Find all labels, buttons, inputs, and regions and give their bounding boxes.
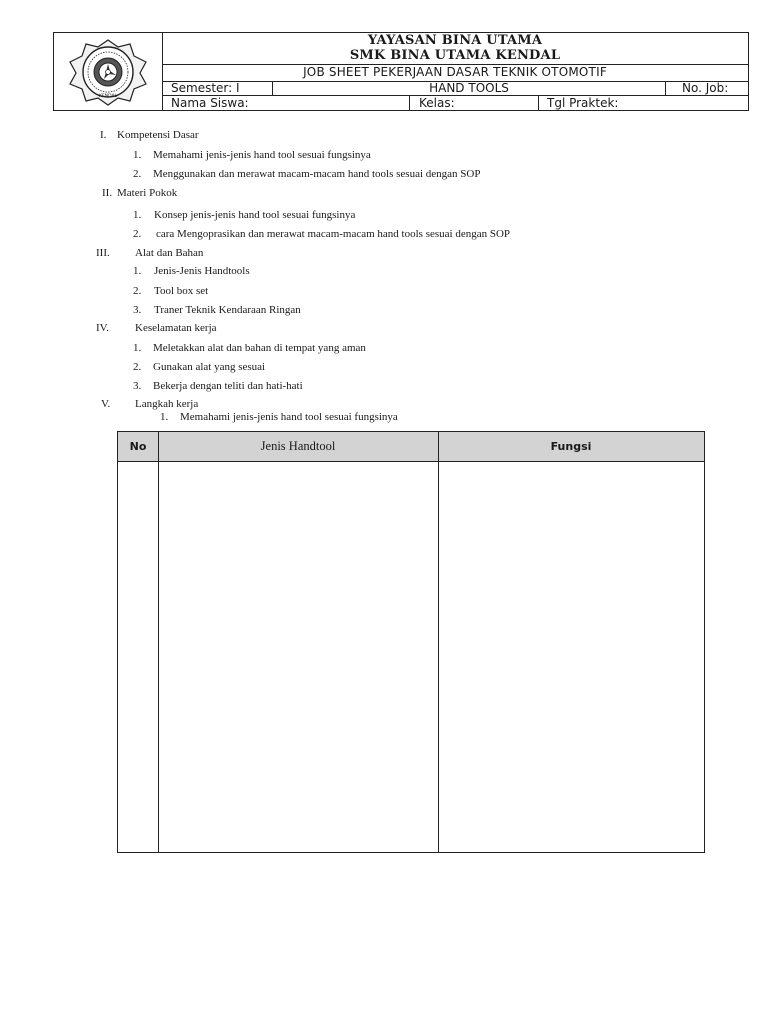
section-number: I. (100, 129, 107, 141)
list-item: Memahami jenis-jenis hand tool sesuai fungsinya (153, 149, 371, 161)
section-title: Materi Pokok (117, 187, 178, 199)
list-item-number: 1. (133, 342, 142, 354)
section-title: Langkah kerja (135, 398, 199, 410)
section-title: Keselamatan kerja (135, 322, 217, 334)
column-divider (438, 432, 439, 852)
section-number: III. (96, 247, 110, 259)
org-title: YAYASAN BINA UTAMA (367, 33, 543, 48)
table-header-no: No (118, 432, 158, 462)
list-item: Traner Teknik Kendaraan Ringan (154, 304, 301, 316)
list-item-number: 2. (133, 228, 142, 240)
list-item-number: 1. (133, 209, 142, 221)
class-cell: Kelas: (409, 96, 538, 111)
list-item-number: 3. (133, 304, 142, 316)
list-item-number: 2. (133, 361, 142, 373)
list-item-number: 1. (133, 265, 142, 277)
sheet-title: JOB SHEET PEKERJAAN DASAR TEKNIK OTOMOTIF (162, 65, 748, 82)
topic-cell: HAND TOOLS (272, 81, 665, 96)
list-item: Jenis-Jenis Handtools (154, 265, 250, 277)
list-item: cara Mengoprasikan dan merawat macam-macam hand tools sesuai dengan SOP (156, 228, 511, 240)
svg-text:KENDAL: KENDAL (98, 94, 118, 99)
list-item: Tool box set (154, 285, 209, 297)
school-logo-icon (67, 38, 149, 106)
list-item: Memahami jenis-jenis hand tool sesuai fungsinya (180, 411, 398, 423)
list-item: Konsep jenis-jenis hand tool sesuai fungsinya (154, 209, 356, 221)
handtool-table (117, 431, 705, 853)
list-item-number: 1. (133, 149, 142, 161)
section-title: Alat dan Bahan (135, 247, 204, 259)
list-item-number: 3. (133, 380, 142, 392)
list-item: Menggunakan dan merawat macam-macam hand tools sesuai dengan SOP (153, 168, 481, 180)
list-item-number: 2. (133, 285, 142, 297)
column-divider (158, 432, 159, 852)
section-title: Kompetensi Dasar (117, 129, 199, 141)
semester-cell: Semester: I (162, 81, 272, 96)
school-title: SMK BINA UTAMA KENDAL (162, 48, 748, 65)
header-block (53, 32, 749, 111)
list-item: Bekerja dengan teliti dan hati-hati (153, 380, 303, 392)
section-number: IV. (96, 322, 109, 334)
list-item: Meletakkan alat dan bahan di tempat yang aman (153, 342, 366, 354)
list-item-number: 1. (160, 411, 169, 423)
section-number: II. (102, 187, 113, 199)
list-item: Gunakan alat yang sesuai (153, 361, 266, 373)
section-number: V. (101, 398, 111, 410)
practice-date-cell: Tgl Praktek: (538, 96, 748, 111)
list-item-number: 2. (133, 168, 142, 180)
logo-cell (54, 33, 163, 110)
table-header-tool: Jenis Handtool (158, 432, 438, 462)
job-number-cell: No. Job: (665, 81, 748, 96)
table-header-function: Fungsi (438, 432, 704, 462)
student-name-cell: Nama Siswa: (171, 96, 249, 110)
